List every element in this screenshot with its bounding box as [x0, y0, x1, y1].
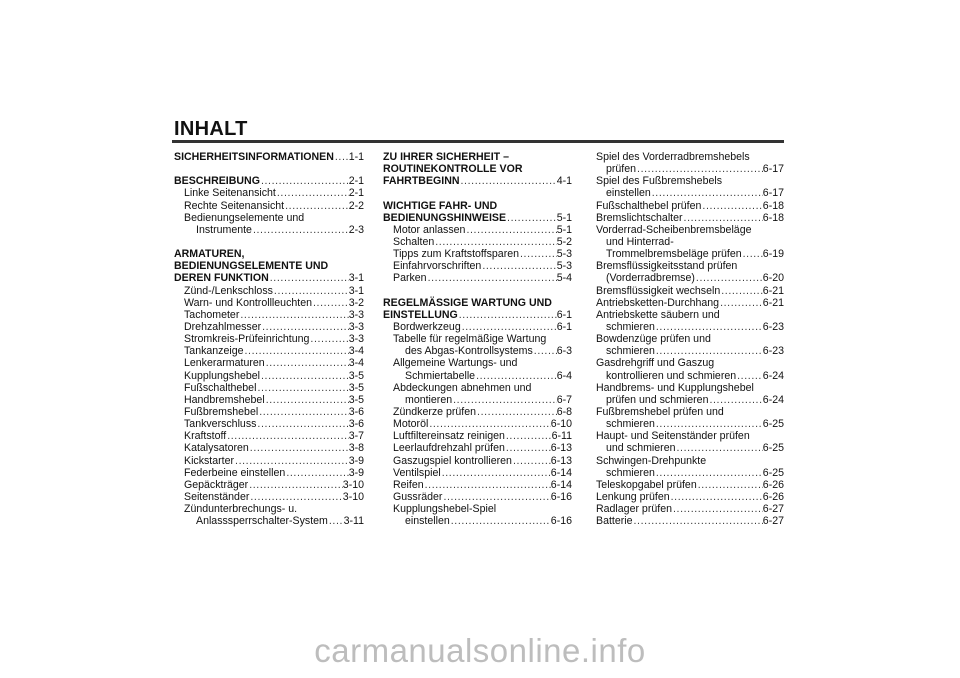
toc-entry-title: Bordwerkzeug: [393, 320, 461, 333]
toc-page-number: 1-1: [348, 150, 364, 163]
toc-page-number: 3-3: [348, 333, 364, 346]
toc-dot-leader: [258, 406, 349, 418]
toc-dot-leader: [476, 406, 557, 418]
toc-page-number: 3-11: [343, 515, 364, 528]
toc-entry[interactable]: [383, 272, 572, 284]
toc-entry-line: Bedienungselemente und: [184, 211, 305, 224]
toc-page-number: 6-1: [556, 308, 572, 321]
toc-page-number: 6-17: [762, 163, 784, 176]
toc-page-number: 6-26: [762, 478, 784, 491]
toc-dot-leader: [519, 248, 557, 260]
toc-entry[interactable]: [174, 224, 364, 236]
toc-entry[interactable]: [596, 285, 784, 297]
toc-page-number: 6-25: [762, 442, 784, 455]
toc-dot-leader: [742, 248, 763, 260]
toc-dot-leader: [334, 151, 349, 163]
toc-entry-title: DEREN FUNKTION: [174, 272, 269, 285]
toc-entry[interactable]: [174, 345, 364, 357]
toc-page-number: 6-10: [550, 418, 572, 431]
toc-entry-title: Warn- und Kontrollleuchten: [184, 296, 312, 309]
toc-section-entry[interactable]: [174, 272, 364, 284]
toc-entry[interactable]: [383, 455, 572, 467]
toc-page-number: 3-8: [348, 442, 364, 455]
toc-entry-title: Kraftstoff: [184, 430, 227, 443]
toc-entry[interactable]: [596, 200, 784, 212]
toc-page-number: 6-21: [762, 284, 784, 297]
toc-entry[interactable]: [383, 224, 572, 236]
toc-page-number: 6-16: [550, 515, 572, 528]
toc-page-number: 6-25: [762, 466, 784, 479]
toc-dot-leader: [481, 260, 556, 272]
toc-page-number: 6-13: [550, 454, 572, 467]
toc-dot-leader: [708, 394, 762, 406]
page-title: INHALT: [174, 118, 248, 140]
toc-dot-leader: [239, 309, 348, 321]
toc-entry[interactable]: [174, 333, 364, 345]
toc-entry[interactable]: [596, 467, 784, 479]
toc-dot-leader: [651, 187, 763, 199]
toc-entry[interactable]: [596, 248, 784, 260]
toc-entry-line: Vorderrad-Scheibenbremsbeläge: [596, 223, 752, 236]
toc-page-number: 3-7: [348, 430, 364, 443]
toc-page-number: 3-6: [348, 405, 364, 418]
toc-entry-title: montieren: [405, 393, 453, 406]
toc-entry[interactable]: [174, 321, 364, 333]
toc-page-number: 6-24: [762, 369, 784, 382]
watermark: carmanualsonline.info: [314, 632, 646, 669]
toc-page-number: 2-1: [348, 187, 364, 200]
toc-entry[interactable]: [174, 200, 364, 212]
toc-entry-title: Luftfiltereinsatz reinigen: [393, 430, 505, 443]
toc-dot-leader: [719, 297, 763, 309]
toc-entry-line: Gasdrehgriff und Gaszug: [596, 357, 715, 370]
toc-entry[interactable]: [596, 345, 784, 357]
toc-dot-leader: [265, 394, 349, 406]
toc-dot-leader: [460, 175, 557, 187]
toc-entry-title: schmieren: [606, 345, 655, 358]
toc-entry[interactable]: [174, 430, 364, 442]
toc-page-number: 6-26: [762, 490, 784, 503]
toc-dot-leader: [695, 272, 763, 284]
toc-entry[interactable]: [596, 394, 784, 406]
toc-entry-title: (Vorderradbremse): [606, 272, 695, 285]
toc-page-number: 6-27: [762, 503, 784, 516]
toc-entry[interactable]: [596, 212, 784, 224]
toc-page-number: 3-10: [342, 490, 364, 503]
toc-page-number: 5-2: [556, 235, 572, 248]
toc-entry[interactable]: [174, 297, 364, 309]
toc-section-heading: BEDIENUNGSELEMENTE UND: [174, 260, 329, 273]
toc-page-number: 6-7: [556, 393, 572, 406]
toc-page-number: 3-5: [348, 393, 364, 406]
toc-dot-leader: [276, 187, 349, 199]
toc-page-number: 6-18: [762, 199, 784, 212]
toc-page-number: 6-25: [762, 418, 784, 431]
toc-entry[interactable]: [174, 382, 364, 394]
toc-entry-title: Motor anlassen: [393, 223, 466, 236]
toc-dot-leader: [234, 455, 349, 467]
toc-entry-line: Spiel des Vorderradbremshebels: [596, 151, 750, 163]
toc-page-number: 2-1: [348, 175, 364, 188]
toc-entry[interactable]: [596, 442, 784, 454]
toc-entry[interactable]: [383, 442, 572, 454]
toc-page-number: 6-4: [556, 369, 572, 382]
toc-page-number: 3-5: [348, 369, 364, 382]
toc-entry[interactable]: [596, 163, 784, 175]
toc-dot-leader: [697, 479, 763, 491]
toc-dot-leader: [424, 479, 551, 491]
toc-entry[interactable]: [383, 236, 572, 248]
toc-entry-title: Anlasssperrschalter-System: [196, 515, 328, 528]
toc-entry[interactable]: [383, 248, 572, 260]
toc-page-number: 3-4: [348, 357, 364, 370]
toc-entry[interactable]: [383, 394, 572, 406]
toc-entry[interactable]: [383, 418, 572, 430]
toc-entry-title: Gepäckträger: [184, 478, 249, 491]
toc-page-number: 3-5: [348, 381, 364, 394]
toc-entry[interactable]: [596, 418, 784, 430]
toc-entry[interactable]: [174, 491, 364, 503]
toc-entry-title: Leerlaufdrehzahl prüfen: [393, 442, 505, 455]
toc-entry-title: Kupplungshebel: [184, 369, 260, 382]
toc-entry[interactable]: [596, 491, 784, 503]
toc-entry[interactable]: [383, 491, 572, 503]
toc-page-number: 4-1: [556, 175, 572, 188]
toc-dot-leader: [441, 467, 551, 479]
toc-dot-leader: [458, 309, 557, 321]
toc-dot-leader: [265, 357, 349, 369]
toc-page-number: 5-3: [556, 260, 572, 273]
toc-page-number: 6-3: [556, 345, 572, 358]
toc-entry-title: schmieren: [606, 418, 655, 431]
toc-dot-leader: [226, 430, 348, 442]
toc-page-number: 3-1: [348, 272, 364, 285]
toc-dot-leader: [475, 370, 557, 382]
toc-entry[interactable]: [596, 503, 784, 515]
toc-page-number: 5-1: [556, 223, 572, 236]
toc-page-number: 6-20: [762, 272, 784, 285]
toc-entry-title: Stromkreis-Prüfeinrichtung: [184, 333, 310, 346]
toc-entry-line: Tabelle für regelmäßige Wartung: [393, 333, 547, 346]
toc-dot-leader: [309, 333, 348, 345]
toc-entry-line: Haupt- und Seitenständer prüfen: [596, 430, 750, 443]
toc-page-number: 6-14: [550, 478, 572, 491]
toc-dot-leader: [655, 467, 763, 479]
toc-section-heading: ROUTINEKONTROLLE VOR: [383, 163, 523, 176]
toc-entry[interactable]: [174, 442, 364, 454]
toc-entry-title: des Abgas-Kontrollsystems: [405, 345, 533, 358]
toc-dot-leader: [505, 430, 552, 442]
toc-dot-leader: [428, 418, 550, 430]
toc-entry-title: Zündkerze prüfen: [393, 405, 477, 418]
toc-section-entry[interactable]: [174, 151, 364, 163]
toc-entry-title: Rechte Seitenansicht: [184, 199, 285, 212]
toc-entry-title: Lenkerarmaturen: [184, 357, 265, 370]
toc-entry[interactable]: [174, 418, 364, 430]
toc-page-number: 5-3: [556, 248, 572, 261]
toc-entry-line: Bowdenzüge prüfen und: [596, 333, 711, 346]
toc-dot-leader: [461, 321, 557, 333]
toc-page-number: 6-17: [762, 187, 784, 200]
toc-entry-title: Radlager prüfen: [596, 503, 672, 516]
toc-dot-leader: [261, 321, 349, 333]
toc-entry[interactable]: [383, 479, 572, 491]
toc-dot-leader: [683, 212, 763, 224]
toc-entry[interactable]: [596, 515, 784, 527]
toc-entry-title: Teleskopgabel prüfen: [596, 478, 697, 491]
toc-page-number: 6-11: [551, 430, 572, 443]
toc-entry-title: Linke Seitenansicht: [184, 187, 276, 200]
title-rule: [172, 140, 784, 143]
toc-dot-leader: [633, 515, 763, 527]
toc-entry[interactable]: [383, 430, 572, 442]
toc-page-number: 3-1: [348, 284, 364, 297]
toc-dot-leader: [312, 297, 349, 309]
toc-entry-title: Gussräder: [393, 490, 443, 503]
toc-entry-title: Kickstarter: [184, 454, 235, 467]
toc-dot-leader: [260, 370, 349, 382]
toc-spacer: [383, 187, 572, 199]
toc-entry[interactable]: [174, 406, 364, 418]
toc-column-1: [174, 151, 364, 527]
toc-dot-leader: [450, 515, 551, 527]
toc-dot-leader: [285, 467, 348, 479]
toc-section-heading: REGELMÄSSIGE WARTUNG UND: [383, 296, 552, 309]
toc-section-entry[interactable]: [383, 175, 572, 187]
toc-entry[interactable]: [596, 479, 784, 491]
toc-section-heading: ARMATUREN,: [174, 248, 245, 261]
toc-section-heading: ZU IHRER SICHERHEIT –: [383, 151, 509, 163]
toc-entry-title: Schalten: [393, 235, 435, 248]
toc-entry-title: Tachometer: [184, 308, 240, 321]
toc-entry-title: BEDIENUNGSHINWEISE: [383, 211, 507, 224]
toc-entry-title: prüfen: [606, 163, 637, 176]
toc-section-heading: WICHTIGE FAHR- UND: [383, 199, 498, 212]
toc-entry-title: Tipps zum Kraftstoffsparen: [393, 248, 520, 261]
toc-dot-leader: [244, 345, 349, 357]
toc-spacer: [174, 163, 364, 175]
toc-page-number: 6-23: [762, 345, 784, 358]
toc-page-number: 6-1: [556, 320, 572, 333]
toc-entry-title: kontrollieren und schmieren: [606, 369, 737, 382]
toc-dot-leader: [701, 200, 762, 212]
toc-entry-line: Zündunterbrechungs- u.: [184, 503, 298, 516]
toc-dot-leader: [672, 503, 763, 515]
toc-entry-line: Schwingen-Drehpunkte: [596, 454, 707, 467]
toc-dot-leader: [256, 382, 348, 394]
toc-page-number: 6-21: [762, 296, 784, 309]
toc-entry[interactable]: [174, 309, 364, 321]
toc-entry-title: Bremslichtschalter: [596, 211, 683, 224]
toc-entry-title: schmieren: [606, 320, 655, 333]
toc-page-number: 6-16: [550, 490, 572, 503]
toc-page-number: 3-10: [342, 478, 364, 491]
toc-dot-leader: [248, 479, 343, 491]
toc-dot-leader: [434, 236, 556, 248]
toc-entry-title: Batterie: [596, 515, 633, 528]
toc-entry[interactable]: [383, 370, 572, 382]
toc-entry-title: Parken: [393, 272, 427, 285]
toc-entry-title: Schmiertabelle: [405, 369, 476, 382]
toc-entry[interactable]: [174, 357, 364, 369]
toc-entry[interactable]: [596, 272, 784, 284]
toc-dot-leader: [273, 285, 349, 297]
toc-entry-title: BESCHREIBUNG: [174, 175, 260, 188]
toc-dot-leader: [636, 163, 763, 175]
toc-entry-title: Katalysatoren: [184, 442, 249, 455]
toc-page-number: 6-19: [762, 248, 784, 261]
toc-dot-leader: [533, 345, 557, 357]
toc-entry-title: Tankverschluss: [184, 418, 257, 431]
toc-entry-line: Spiel des Fußbremshebels: [596, 175, 723, 188]
toc-entry[interactable]: [383, 515, 572, 527]
toc-entry-title: EINSTELLUNG: [383, 308, 458, 321]
toc-entry-title: Seitenständer: [184, 490, 250, 503]
toc-page-number: 3-9: [348, 466, 364, 479]
toc-page-number: 3-9: [348, 454, 364, 467]
toc-entry-title: prüfen und schmieren: [606, 393, 709, 406]
toc-spacer: [174, 236, 364, 248]
toc-entry[interactable]: [174, 187, 364, 199]
toc-page-number: 3-3: [348, 320, 364, 333]
toc-entry[interactable]: [383, 321, 572, 333]
toc-entry-title: Trommelbremsbeläge prüfen: [606, 248, 742, 261]
toc-entry[interactable]: [174, 479, 364, 491]
toc-page-number: 6-8: [556, 405, 572, 418]
toc-page-number: 3-3: [348, 308, 364, 321]
toc-entry-title: Lenkung prüfen: [596, 490, 670, 503]
toc-entry-title: Fußschalthebel: [184, 381, 257, 394]
toc-column-2: [383, 151, 572, 527]
toc-dot-leader: [452, 394, 557, 406]
toc-entry[interactable]: [174, 515, 364, 527]
toc-entry-title: Zünd-/Lenkschloss: [184, 284, 273, 297]
toc-entry-line: Abdeckungen abnehmen und: [393, 381, 532, 394]
toc-dot-leader: [328, 515, 344, 527]
toc-entry-line: Antriebskette säubern und: [596, 308, 720, 321]
toc-entry[interactable]: [383, 406, 572, 418]
toc-entry-title: FAHRTBEGINN: [383, 175, 460, 188]
toc-dot-leader: [427, 272, 557, 284]
toc-page-number: 6-27: [762, 515, 784, 528]
toc-section-entry[interactable]: [383, 309, 572, 321]
toc-entry-line: und Hinterrad-: [606, 235, 674, 248]
toc-dot-leader: [670, 491, 763, 503]
toc-entry-title: Drehzahlmesser: [184, 320, 262, 333]
toc-section-entry[interactable]: [383, 212, 572, 224]
toc-dot-leader: [249, 491, 342, 503]
toc-entry-title: Fußbremshebel: [184, 405, 259, 418]
toc-entry-title: Antriebsketten-Durchhang: [596, 296, 720, 309]
toc-dot-leader: [506, 212, 557, 224]
toc-page-number: 6-23: [762, 320, 784, 333]
toc-entry[interactable]: [174, 394, 364, 406]
toc-page-number: 3-2: [348, 296, 364, 309]
toc-entry-title: Gaszugspiel kontrollieren: [393, 454, 512, 467]
toc-column-3: [596, 151, 784, 527]
toc-entry[interactable]: [596, 321, 784, 333]
toc-entry[interactable]: [174, 285, 364, 297]
toc-entry-line: Kupplungshebel-Spiel: [393, 503, 497, 516]
toc-dot-leader: [269, 272, 349, 284]
toc-entry-title: Bremsflüssigkeit wechseln: [596, 284, 721, 297]
toc-dot-leader: [720, 285, 763, 297]
toc-entry-title: einstellen: [405, 515, 450, 528]
toc-entry-title: Tankanzeige: [184, 345, 244, 358]
toc-section-entry[interactable]: [174, 175, 364, 187]
toc-entry-title: Handbremshebel: [184, 393, 265, 406]
toc-entry-title: einstellen: [606, 187, 651, 200]
toc-spacer: [383, 285, 572, 297]
toc-entry-title: Reifen: [393, 478, 424, 491]
toc-entry-title: und schmieren: [606, 442, 676, 455]
toc-dot-leader: [736, 370, 763, 382]
toc-entry[interactable]: [596, 187, 784, 199]
toc-page-number: 5-4: [556, 272, 572, 285]
toc-dot-leader: [284, 200, 349, 212]
toc-entry-title: Motoröl: [393, 418, 429, 431]
toc-entry[interactable]: [596, 370, 784, 382]
toc-page-number: 6-14: [550, 466, 572, 479]
toc-dot-leader: [676, 442, 763, 454]
toc-dot-leader: [260, 175, 349, 187]
toc-entry-title: schmieren: [606, 466, 655, 479]
toc-entry[interactable]: [596, 297, 784, 309]
toc-entry-title: SICHERHEITSINFORMATIONEN: [174, 150, 334, 163]
toc-page-number: 6-13: [550, 442, 572, 455]
toc-entry-line: Allgemeine Wartungs- und: [393, 357, 518, 370]
toc-page-number: 2-3: [348, 223, 364, 236]
toc-entry-title: Instrumente: [196, 223, 252, 236]
toc-dot-leader: [249, 442, 349, 454]
toc-entry[interactable]: [174, 467, 364, 479]
toc-dot-leader: [465, 224, 556, 236]
toc-dot-leader: [442, 491, 550, 503]
toc-page-number: 3-4: [348, 345, 364, 358]
toc-page-number: 6-24: [762, 393, 784, 406]
toc-dot-leader: [655, 345, 763, 357]
toc-dot-leader: [655, 321, 763, 333]
toc-entry-line: Bremsflüssigkeitsstand prüfen: [596, 260, 738, 273]
toc-dot-leader: [655, 418, 763, 430]
toc-entry[interactable]: [383, 260, 572, 272]
toc-entry[interactable]: [383, 345, 572, 357]
toc-page-number: 2-2: [348, 199, 364, 212]
toc-page-number: 6-18: [762, 211, 784, 224]
toc-entry[interactable]: [174, 370, 364, 382]
toc-entry-title: Ventilspiel: [393, 466, 441, 479]
toc-entry-title: Fußschalthebel prüfen: [596, 199, 702, 212]
toc-entry[interactable]: [383, 467, 572, 479]
toc-page-number: 3-6: [348, 418, 364, 431]
toc-dot-leader: [252, 224, 349, 236]
toc-dot-leader: [512, 455, 551, 467]
toc-dot-leader: [256, 418, 348, 430]
toc-page-number: 5-1: [556, 211, 572, 224]
toc-dot-leader: [505, 442, 551, 454]
toc-entry-line: Handbrems- und Kupplungshebel: [596, 381, 754, 394]
toc-entry-title: Einfahrvorschriften: [393, 260, 482, 273]
toc-entry[interactable]: [174, 455, 364, 467]
toc-entry-line: Fußbremshebel prüfen und: [596, 405, 724, 418]
toc-entry-title: Federbeine einstellen: [184, 466, 286, 479]
